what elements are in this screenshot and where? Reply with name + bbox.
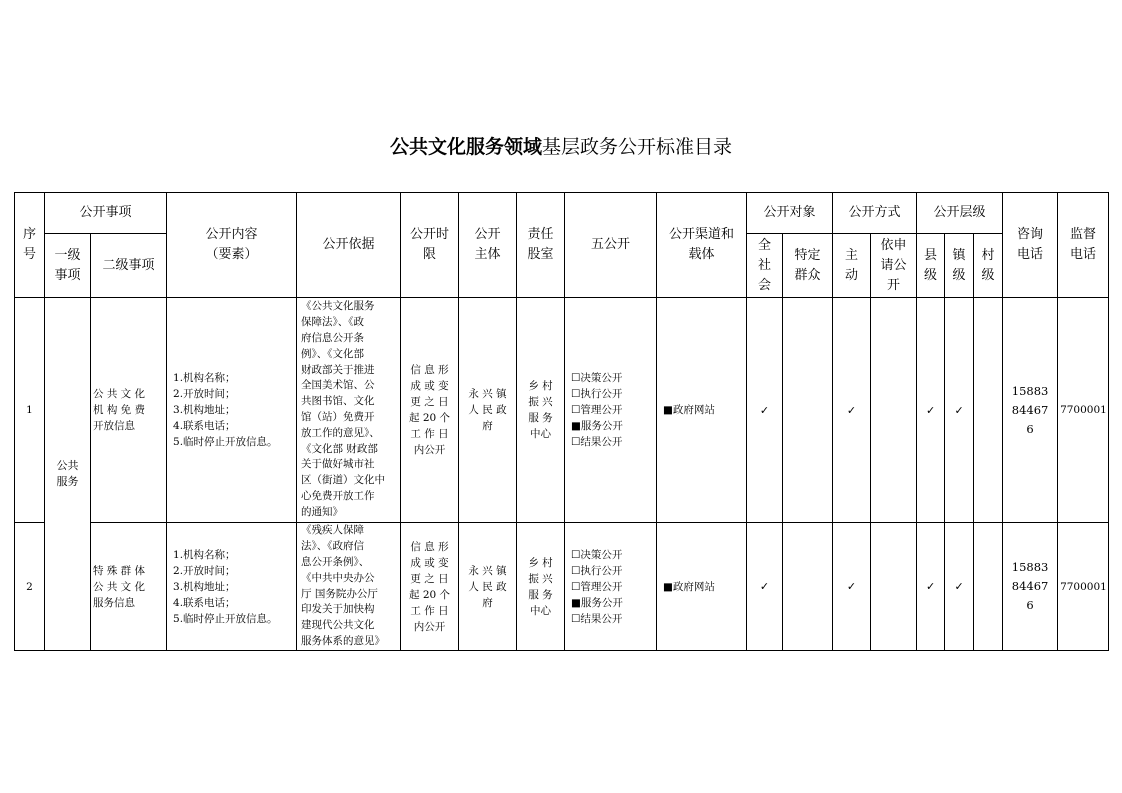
check-icon: ✓ <box>945 298 974 523</box>
header-items: 公开事项 <box>45 193 167 234</box>
cell-consult-phone: 15883 84467 6 <box>1003 523 1058 651</box>
header-level: 公开层级 <box>917 193 1003 234</box>
cell-basis: 《公共文化服务 保障法》、《政 府信息公开条 例》、《文化部 财政部关于推进 全国美术馆、公 共图书馆、文化 馆（站）免费开 放工作的意见》、 《文化部 财政部 关于做好城市社 区（街道）文化中 心免费开放工作 的通知》 <box>297 298 401 523</box>
cell-channel: ■政府网站 <box>657 523 747 651</box>
header-town: 镇 级 <box>945 234 974 298</box>
cell-specific <box>783 298 833 523</box>
title-rest-part: 基层政务公开标准目录 <box>542 136 733 158</box>
cell-time: 信 息 形 成 或 变 更 之 日 起 20 个 工 作 日 内公开 <box>401 298 459 523</box>
header-content: 公开内容 （要素） <box>167 193 297 298</box>
cell-seq: 2 <box>15 523 45 651</box>
cell-level2: 公 共 文 化 机 构 免 费 开放信息 <box>91 298 167 523</box>
check-icon: ✓ <box>917 298 945 523</box>
cell-office: 乡 村 振 兴 服 务 中心 <box>517 523 565 651</box>
header-subject: 公开 主体 <box>459 193 517 298</box>
table-row <box>15 298 1109 523</box>
check-icon: ✓ <box>833 523 871 651</box>
header-consult: 咨询 电话 <box>1003 193 1058 298</box>
header-apply: 依申 请公 开 <box>871 234 917 298</box>
cell-five: ☐决策公开 ☐执行公开 ☐管理公开 ■服务公开 ☐结果公开 <box>565 298 657 523</box>
cell-village <box>974 523 1003 651</box>
cell-content: 1.机构名称； 2.开放时间； 3.机构地址； 4.联系电话； 5.临时停止开放信息。 <box>167 523 297 651</box>
check-icon: ✓ <box>747 298 783 523</box>
header-seq: 序 号 <box>15 193 45 298</box>
header-village: 村 级 <box>974 234 1003 298</box>
header-specific: 特定 群众 <box>783 234 833 298</box>
cell-level2: 特 殊 群 体 公 共 文 化 服务信息 <box>91 523 167 651</box>
header-target: 公开对象 <box>747 193 833 234</box>
cell-apply <box>871 523 917 651</box>
check-icon: ✓ <box>945 523 974 651</box>
header-office: 责任 股室 <box>517 193 565 298</box>
cell-seq: 1 <box>15 298 45 523</box>
cell-consult-phone: 15883 84467 6 <box>1003 298 1058 523</box>
cell-office: 乡 村 振 兴 服 务 中心 <box>517 298 565 523</box>
header-all-society: 全 社 会 <box>747 234 783 298</box>
cell-specific <box>783 523 833 651</box>
cell-time: 信 息 形 成 或 变 更 之 日 起 20 个 工 作 日 内公开 <box>401 523 459 651</box>
header-channel: 公开渠道和 载体 <box>657 193 747 298</box>
header-level2: 二级事项 <box>91 234 167 298</box>
cell-channel: ■政府网站 <box>657 298 747 523</box>
cell-five: ☐决策公开 ☐执行公开 ☐管理公开 ■服务公开 ☐结果公开 <box>565 523 657 651</box>
check-icon: ✓ <box>747 523 783 651</box>
check-icon: ✓ <box>833 298 871 523</box>
page-title <box>0 132 1122 159</box>
cell-supervise-phone: 7700001 <box>1058 298 1109 523</box>
header-time: 公开时 限 <box>401 193 459 298</box>
table-row <box>15 523 1109 651</box>
cell-content: 1.机构名称； 2.开放时间； 3.机构地址； 4.联系电话； 5.临时停止开放信息。 <box>167 298 297 523</box>
disclosure-catalog-table <box>14 192 1109 651</box>
header-five: 五公开 <box>565 193 657 298</box>
check-icon: ✓ <box>917 523 945 651</box>
header-level1: 一级 事项 <box>45 234 91 298</box>
cell-supervise-phone: 7700001 <box>1058 523 1109 651</box>
cell-basis: 《残疾人保障 法》、《政府信 息公开条例》、 《中共中央办公 厅 国务院办公厅 印发关于加快构 建现代公共文化 服务体系的意见》 <box>297 523 401 651</box>
cell-subject: 永 兴 镇 人 民 政 府 <box>459 523 517 651</box>
header-county: 县 级 <box>917 234 945 298</box>
cell-village <box>974 298 1003 523</box>
cell-level1: 公共 服务 <box>45 298 91 651</box>
title-bold-part: 公共文化服务领域 <box>389 136 542 158</box>
cell-apply <box>871 298 917 523</box>
header-active: 主 动 <box>833 234 871 298</box>
header-basis: 公开依据 <box>297 193 401 298</box>
cell-subject: 永 兴 镇 人 民 政 府 <box>459 298 517 523</box>
header-method: 公开方式 <box>833 193 917 234</box>
header-supervise: 监督 电话 <box>1058 193 1109 298</box>
